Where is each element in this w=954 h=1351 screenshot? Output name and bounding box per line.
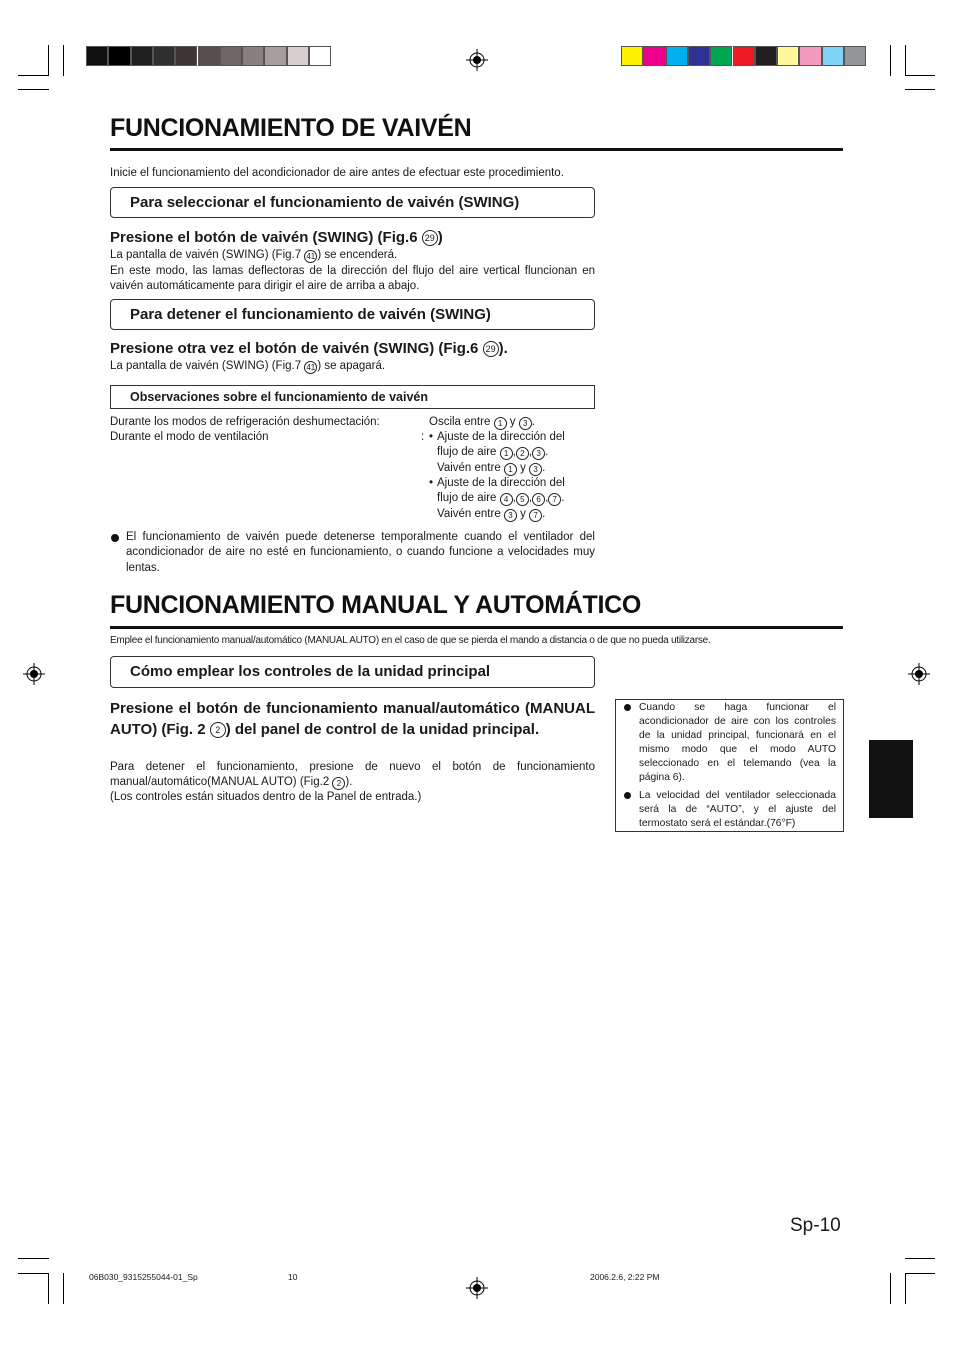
side-note-2: La velocidad del ventilador seleccionada será la de “AUTO”, y el ajuste del termostato será el estándar.(76°F) [639, 790, 836, 829]
crop-mark [48, 45, 49, 76]
bullet: • [429, 431, 434, 443]
color-swatch [198, 46, 220, 66]
swing-note: El funcionamiento de vaivén puede detenerse temporalmente cuando el ventilador del acondicionador de aire no esté en funcionamiento, o cuando funcione a velocidades muy lentas. [126, 531, 595, 574]
crop-mark [890, 1273, 891, 1304]
bullet: • [429, 477, 434, 489]
stop-instructions: Para detener el funcionamiento, presione de nuevo el botón de funcionamiento manual/automático(MANUAL AUTO) (Fig.2 2 ). [110, 761, 595, 789]
crop-mark [890, 45, 891, 76]
display-off-text: La pantalla de vaivén (SWING) (Fig.7 41 ) se apagará. [110, 360, 386, 372]
mode-description: En este modo, las lamas deflectoras de la dirección del flujo del aire vertical fluncionan en vaivén automáticamente para dirigir el aire de arriba a abajo. [110, 265, 595, 293]
color-swatch [621, 46, 643, 66]
side-note-1: Cuando se haga funcionar el acondicionador de aire con los controles de la unidad principal, funcionará en el mismo modo que el modo AUTO seleccionado en el telemando (vea la página 6). [639, 702, 836, 783]
crop-mark [18, 89, 49, 90]
intro-text: Inicie el funcionamiento del acondicionador de aire antes de efectuar este procedimiento. [110, 167, 564, 179]
callout-number: 2 [210, 722, 226, 738]
box-heading-select-swing: Para seleccionar el funcionamiento de vaivén (SWING) [110, 187, 595, 218]
cooling-mode-label: Durante los modos de refrigeración deshumectación: [110, 416, 380, 428]
display-on-text: La pantalla de vaivén (SWING) (Fig.7 41 ) se encenderá. [110, 249, 398, 261]
title-rule [110, 148, 843, 151]
instruction-press-swing-again: Presione otra vez el botón de vaivén (SWING) (Fig.6 29 ). [110, 340, 508, 357]
fan-mode-detail-1: Ajuste de la dirección del flujo de aire 1 , 2 , 3 . Vaivén entre 1 y 3 . [437, 431, 565, 474]
manual-auto-intro: Emplee el funcionamiento manual/automático (MANUAL AUTO) en el caso de que se pierda el mando a distancia o de que no pueda utilizarse. [110, 635, 711, 646]
callout-number: 41 [304, 361, 317, 374]
color-swatch [666, 46, 688, 66]
crop-mark [18, 1258, 49, 1259]
registration-mark-icon [466, 49, 488, 71]
color-swatch [175, 46, 197, 66]
section-tab [869, 740, 913, 818]
callout-number: 29 [483, 341, 499, 357]
color-swatch [643, 46, 665, 66]
crop-mark [48, 1273, 49, 1304]
crop-mark [905, 45, 906, 76]
footer-file: 06B030_9315255044-01_Sp [89, 1272, 198, 1282]
bullet-icon [111, 534, 119, 542]
title-rule [110, 626, 843, 629]
box-heading-observations: Observaciones sobre el funcionamiento de vaivén [110, 385, 595, 409]
crop-mark [905, 1273, 906, 1304]
cooling-mode-value: Oscila entre 1 y 3 . [429, 416, 535, 428]
bullet-icon [624, 792, 631, 799]
footer-date: 2006.2.6, 2:22 PM [590, 1272, 660, 1282]
color-swatch [220, 46, 242, 66]
crop-mark [905, 89, 935, 90]
color-swatch [264, 46, 286, 66]
color-swatch [131, 46, 153, 66]
callout-number: 41 [304, 250, 317, 263]
crop-mark [63, 45, 64, 76]
instruction-press-swing: Presione el botón de vaivén (SWING) (Fig.6 29 ) [110, 229, 443, 246]
color-swatch [153, 46, 175, 66]
section-title-manual-auto: FUNCIONAMIENTO MANUAL Y AUTOMÁTICO [110, 591, 642, 619]
crop-mark [905, 1258, 935, 1259]
color-swatch [309, 46, 331, 66]
bullet-icon [624, 704, 631, 711]
crop-mark [905, 1273, 935, 1274]
color-swatch [733, 46, 755, 66]
color-swatch [799, 46, 821, 66]
callout-number: 29 [422, 230, 438, 246]
footer-page: 10 [288, 1272, 298, 1282]
color-swatch [755, 46, 777, 66]
controls-location: (Los controles están situados dentro de la Panel de entrada.) [110, 791, 422, 803]
crop-mark [63, 1273, 64, 1304]
registration-mark-icon [23, 663, 45, 685]
box-heading-stop-swing: Para detener el funcionamiento de vaivén (SWING) [110, 299, 595, 330]
color-swatch [822, 46, 844, 66]
crop-mark [18, 1273, 49, 1274]
fan-mode-detail-2: Ajuste de la dirección del flujo de aire 4 , 5 , 6 , 7 . Vaivén entre 3 y 7 . [437, 477, 565, 520]
crop-mark [905, 75, 935, 76]
callout-number: 2 [332, 777, 345, 790]
color-swatch [777, 46, 799, 66]
box-heading-main-unit-controls: Cómo emplear los controles de la unidad principal [110, 656, 595, 688]
color-swatch [710, 46, 732, 66]
color-swatch [287, 46, 309, 66]
crop-mark [18, 75, 49, 76]
page-number: Sp-10 [790, 1215, 841, 1236]
registration-mark-icon [466, 1277, 488, 1299]
fan-mode-label: Durante el modo de ventilación [110, 431, 269, 443]
instruction-press-manual-auto: Presione el botón de funcionamiento manual/automático (MANUAL AUTO) (Fig. 2 2 ) del panel de control de la unidad principal. [110, 700, 595, 738]
registration-mark-icon [908, 663, 930, 685]
color-swatch [844, 46, 866, 66]
section-title-swing: FUNCIONAMIENTO DE VAIVÉN [110, 114, 472, 142]
color-swatch [86, 46, 108, 66]
color-swatch [688, 46, 710, 66]
color-swatch [242, 46, 264, 66]
color-swatch [108, 46, 130, 66]
fan-mode-colon: : [421, 431, 425, 443]
